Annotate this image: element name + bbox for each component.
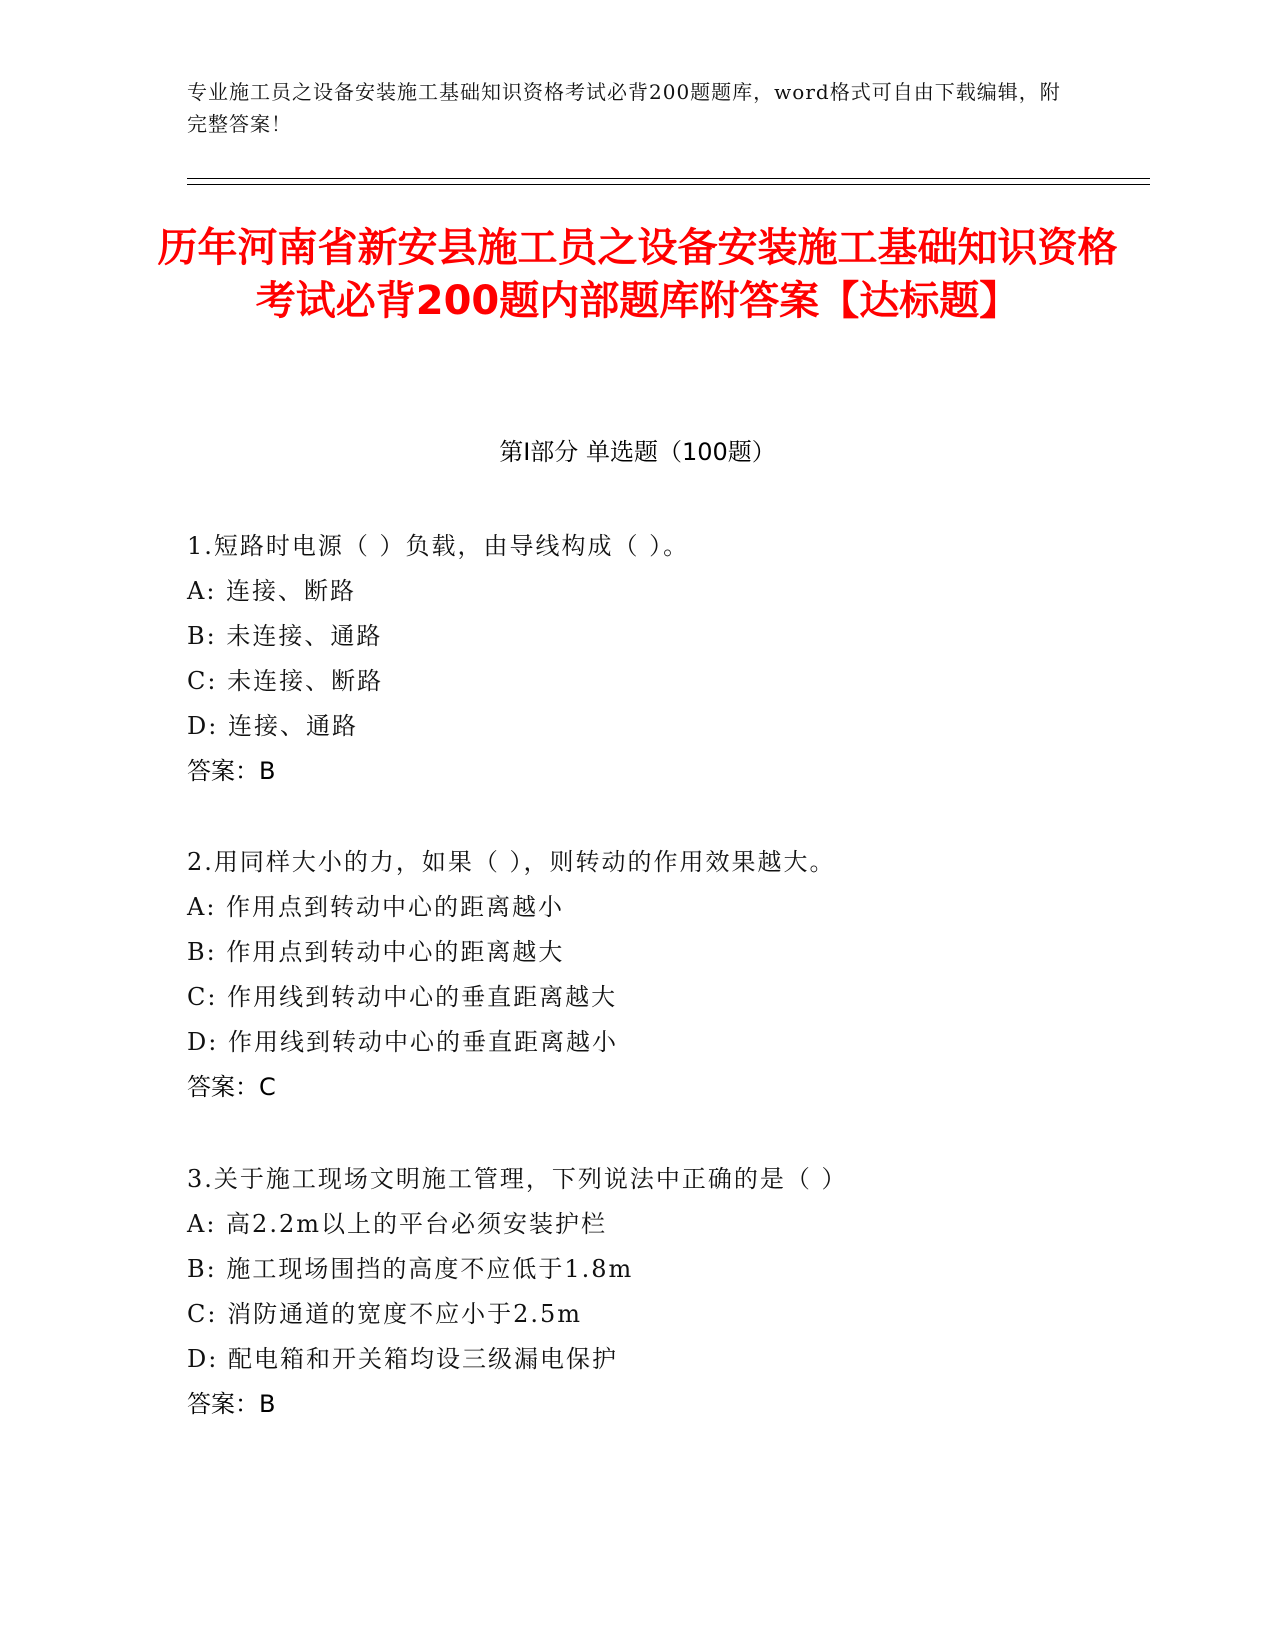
option-c: C: 消防通道的宽度不应小于2.5m [187,1300,583,1328]
option-b: B: 作用点到转动中心的距离越大 [187,938,565,966]
question-stem: 2.用同样大小的力，如果（ ），则转动的作用效果越大。 [187,848,836,876]
option-a: A: 作用点到转动中心的距离越小 [187,893,565,921]
option-b: B: 未连接、通路 [187,622,383,650]
question-block [187,1157,1147,1427]
answer-line: 答案：B [187,1390,276,1418]
header-divider-line-double [187,184,1150,185]
document-title: 历年河南省新安县施工员之设备安装施工基础知识资格考试必背200题内部题库附答案【达标题】 [157,225,1118,324]
option-d: D: 配电箱和开关箱均设三级漏电保护 [187,1345,618,1373]
answer-line: 答案：C [187,1073,276,1101]
option-c: C: 未连接、断路 [187,667,384,695]
section-heading: 第Ⅰ部分 单选题（100题） [499,438,776,466]
answer-line: 答案：B [187,757,276,785]
option-d: D: 连接、通路 [187,712,358,740]
option-c: C: 作用线到转动中心的垂直距离越大 [187,983,618,1011]
option-a: A: 连接、断路 [187,577,357,605]
question-stem: 1.短路时电源（ ）负载，由导线构成（ ）。 [187,532,690,560]
header-divider-line [187,178,1150,179]
question-block [187,840,1147,1110]
question-stem: 3.关于施工现场文明施工管理，下列说法中正确的是（ ） [187,1165,848,1193]
header-note: 专业施工员之设备安装施工基础知识资格考试必背200题题库，word格式可自由下载编辑，附完整答案！ [187,80,1061,136]
option-d: D: 作用线到转动中心的垂直距离越小 [187,1028,618,1056]
option-a: A: 高2.2m以上的平台必须安装护栏 [187,1210,607,1238]
option-b: B: 施工现场围挡的高度不应低于1.8m [187,1255,634,1283]
question-block [187,524,1147,794]
